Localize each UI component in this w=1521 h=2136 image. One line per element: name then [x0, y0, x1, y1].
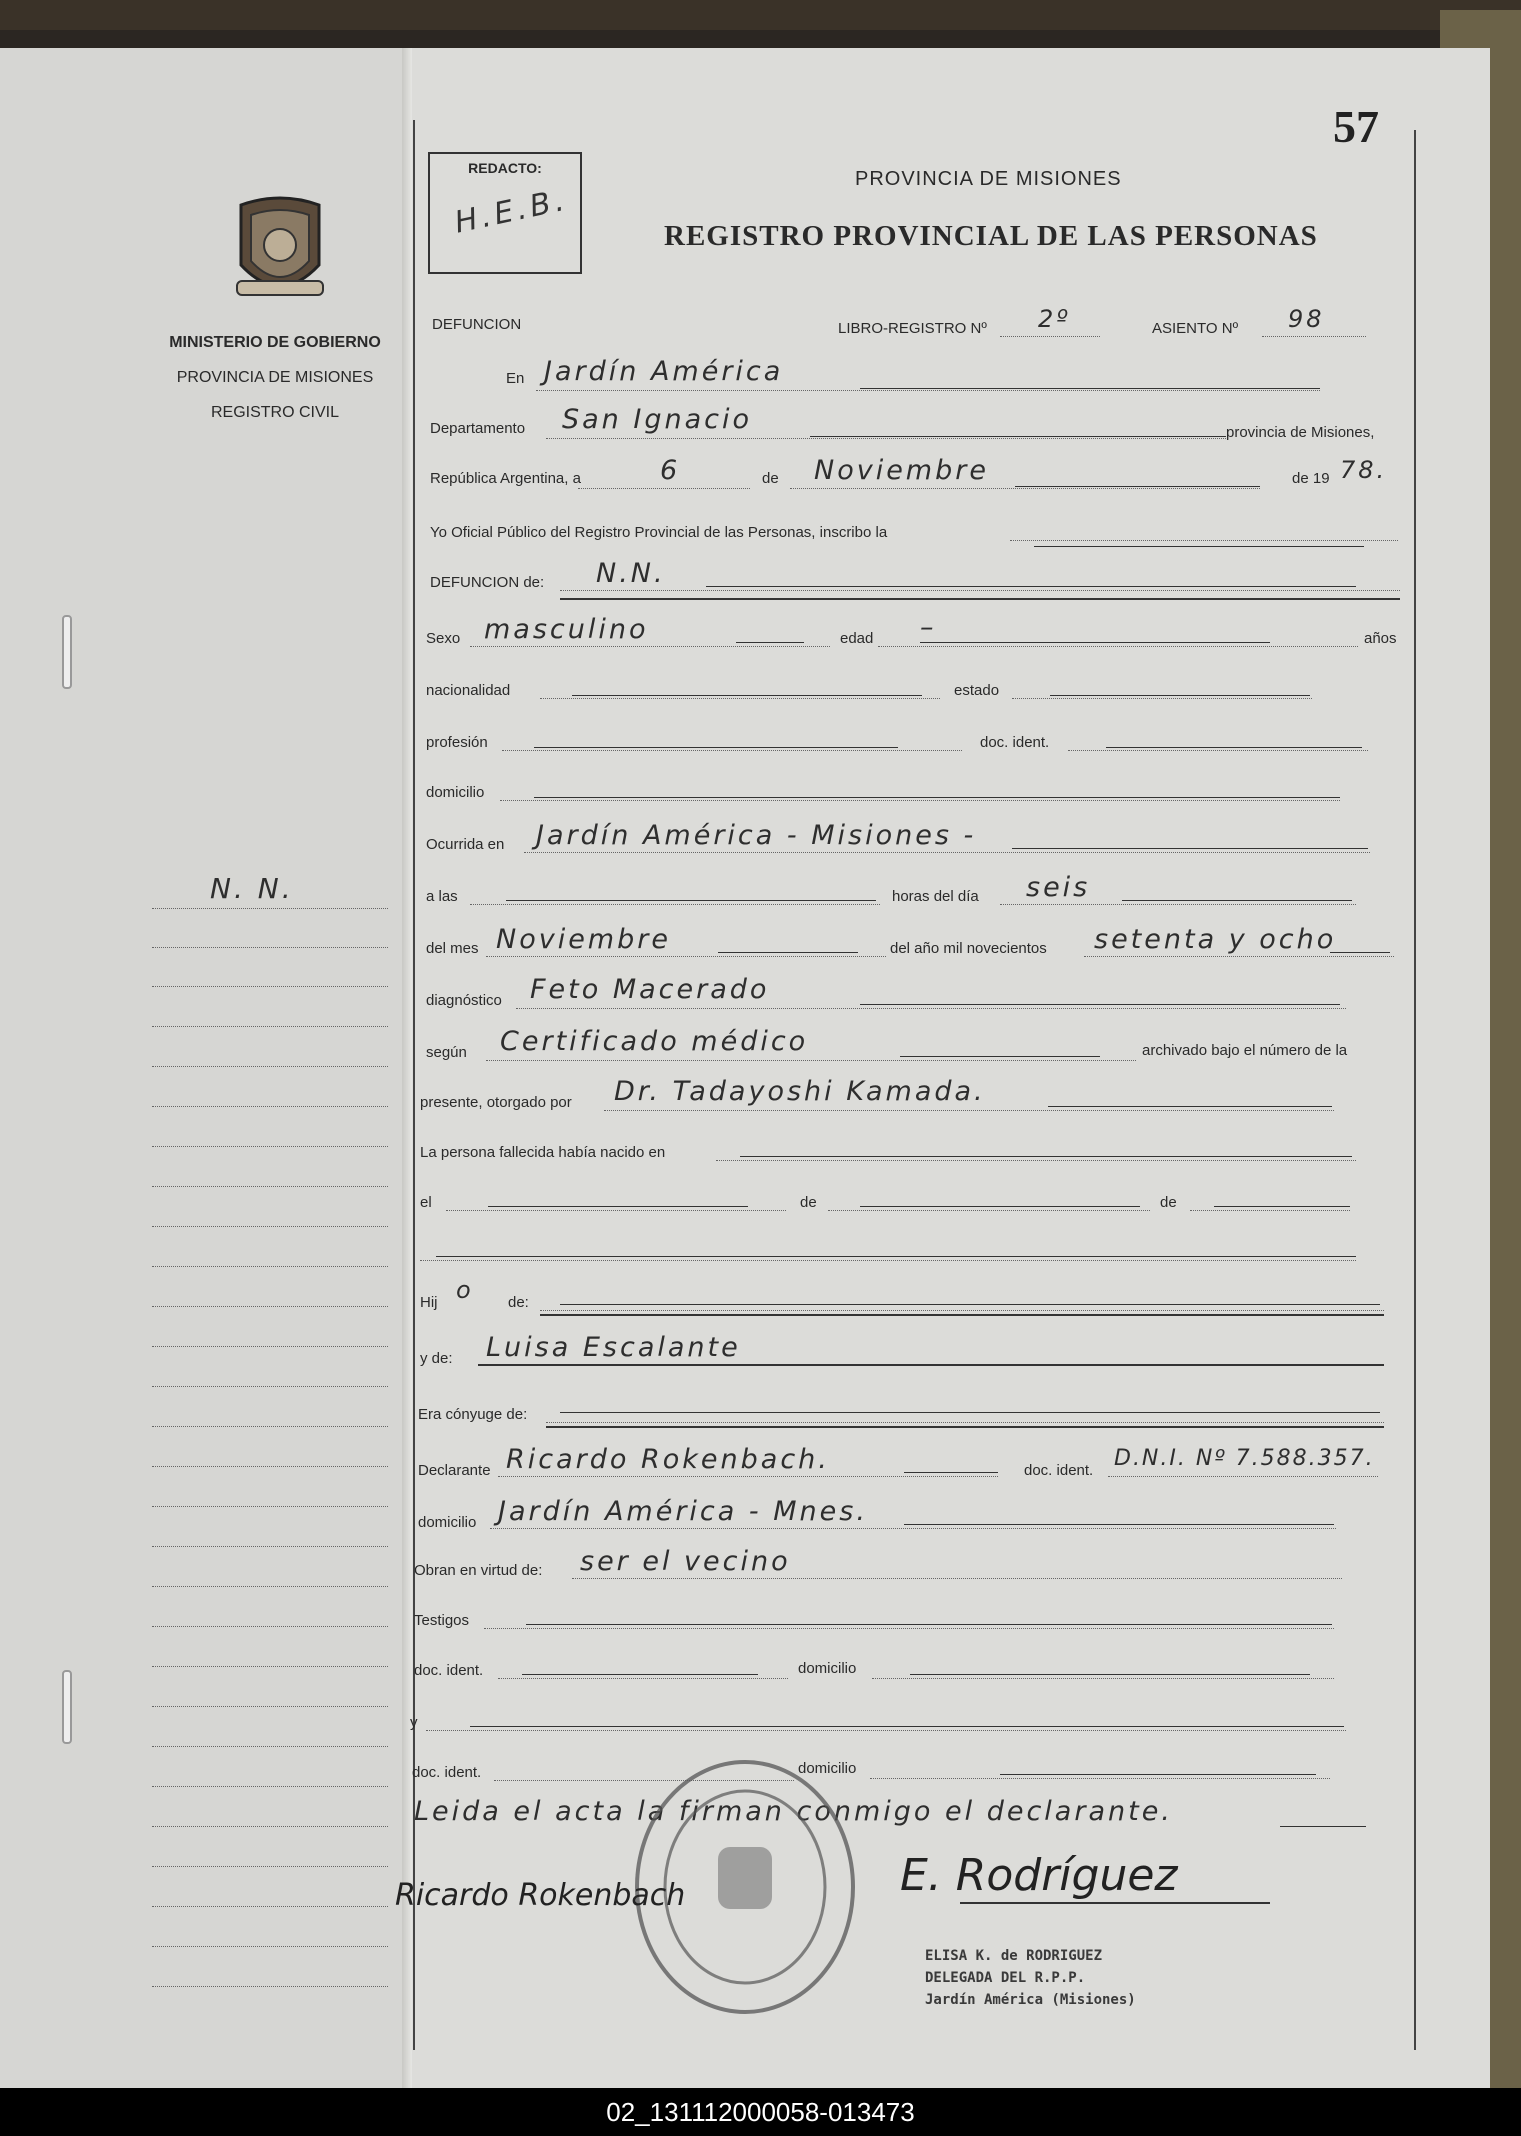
asiento-label: ASIENTO Nº — [1152, 320, 1239, 337]
margin-line — [152, 1866, 388, 1867]
margin-line — [152, 1626, 388, 1627]
margin-line — [152, 1306, 388, 1307]
leida-text: Leida el acta la firman conmigo el declarante. — [414, 1796, 1173, 1827]
declarante-doc-line — [1108, 1476, 1378, 1477]
de1-line — [828, 1210, 1150, 1211]
header-province: PROVINCIA DE MISIONES — [855, 168, 1122, 190]
nacionalidad-fill-line — [572, 695, 922, 696]
margin-line — [152, 1386, 388, 1387]
margin-line — [152, 1426, 388, 1427]
defuncion-de-line — [560, 590, 1400, 591]
hijo-value: o — [456, 1276, 474, 1304]
margin-line — [152, 1546, 388, 1547]
segun-line — [486, 1060, 1136, 1061]
en-fill-line — [860, 388, 1320, 389]
el-label: el — [420, 1194, 432, 1211]
mes-fill-line — [1015, 486, 1260, 487]
hijo-de-label: de: — [508, 1294, 529, 1311]
ocurrida-value: Jardín América - Misiones - — [536, 820, 977, 851]
official-signature-text: E. Rodríguez — [900, 1850, 1178, 1901]
margin-line — [152, 1586, 388, 1587]
ocurrida-line — [524, 852, 1370, 853]
margin-line — [152, 1706, 388, 1707]
official-name: ELISA K. de RODRIGUEZ — [925, 1948, 1103, 1964]
edad-label: edad — [840, 630, 874, 647]
defuncion-de-underline — [560, 598, 1400, 600]
binding-stitch — [62, 615, 72, 689]
anios-label: años — [1364, 630, 1397, 647]
edad-fill-line — [920, 642, 1270, 643]
redacto-label: REDACTO: — [468, 160, 542, 176]
diagnostico-label: diagnóstico — [426, 992, 502, 1009]
mes-value: Noviembre — [814, 455, 989, 486]
official-signature — [900, 1850, 1178, 1901]
domicilio-label: domicilio — [426, 784, 485, 801]
defuncion-de-value: N.N. — [596, 558, 666, 589]
departamento-fill-line — [810, 436, 1226, 437]
declarante-line — [498, 1476, 998, 1477]
y-de-label: y de: — [420, 1350, 453, 1367]
testigos-label: Testigos — [414, 1612, 470, 1629]
a-las-fill-line — [506, 900, 876, 901]
nacido-fill-line — [740, 1156, 1352, 1157]
el-fill-line — [488, 1206, 748, 1207]
asiento-line — [1262, 336, 1366, 337]
declarante-value: Ricardo Rokenbach. — [506, 1444, 830, 1475]
el-line — [446, 1210, 786, 1211]
de2-label: de — [1160, 1194, 1177, 1211]
testigos-fill-line — [526, 1624, 1332, 1625]
sexo-label: Sexo — [426, 630, 461, 647]
nacionalidad-line — [540, 698, 940, 699]
conyuge-label: Era cónyuge de: — [418, 1406, 528, 1423]
profesion-line — [502, 750, 962, 751]
horas-line — [1000, 904, 1356, 905]
diagnostico-value: Feto Macerado — [530, 974, 770, 1005]
margin-line — [152, 1746, 388, 1747]
departamento-label: Departamento — [430, 420, 526, 437]
del-mes-fill-line — [718, 952, 858, 953]
binding-stitch — [62, 1670, 72, 1744]
obran-value: ser el vecino — [580, 1546, 791, 1577]
segun-fill-line — [900, 1056, 1100, 1057]
anio-label: de 19 — [1292, 470, 1330, 487]
testigo-doc-label: doc. ident. — [414, 1662, 484, 1679]
dom2-line — [490, 1528, 1336, 1529]
testigo-dom-label: domicilio — [798, 1660, 857, 1677]
diagnostico-fill-line — [860, 1004, 1340, 1005]
image-caption: 02_131112000058-013473 — [0, 2088, 1521, 2136]
doc-ident-line — [1068, 750, 1368, 751]
a-las-label: a las — [426, 888, 458, 905]
y-fill-line — [470, 1726, 1344, 1727]
book-spine — [402, 48, 412, 2088]
leida-fill-line — [1280, 1826, 1366, 1827]
libro-value: 2º — [1038, 305, 1071, 333]
a-las-line — [470, 904, 880, 905]
del-mes-label: del mes — [426, 940, 479, 957]
anio-mil-fill-line — [1330, 952, 1390, 953]
margin-note: N. N. — [210, 872, 294, 905]
ministry-line3: REGISTRO CIVIL — [210, 404, 340, 421]
horas-label: horas del día — [892, 888, 979, 905]
redacto-box — [428, 152, 582, 274]
hijo-label: Hij — [420, 1294, 438, 1311]
de2-line — [1190, 1210, 1350, 1211]
estado-label: estado — [954, 682, 1000, 699]
defuncion-de-fill-line — [706, 586, 1356, 587]
margin-line — [152, 1506, 388, 1507]
blank-fill-line — [436, 1256, 1356, 1257]
presente-value: Dr. Tadayoshi Kamada. — [614, 1076, 986, 1107]
page-number: 57 — [1333, 101, 1379, 152]
libro-line — [1000, 336, 1100, 337]
ministry-block — [150, 325, 400, 430]
ministry-line2: PROVINCIA DE MISIONES — [176, 369, 374, 386]
declarante-doc-label: doc. ident. — [1024, 1462, 1094, 1479]
departamento-line — [546, 438, 1226, 439]
del-mes-value: Noviembre — [496, 924, 671, 955]
margin-line — [152, 1906, 388, 1907]
y-label: y — [410, 1714, 418, 1731]
nacido-label: La persona fallecida había nacido en — [420, 1144, 666, 1161]
y-de-value: Luisa Escalante — [486, 1332, 741, 1363]
profesion-fill-line — [534, 747, 898, 748]
declarante-signature-text: Ricardo Rokenbach — [395, 1878, 686, 1913]
margin-line — [152, 947, 388, 948]
oficial-text: Yo Oficial Público del Registro Provincial de las Personas, inscribo la — [430, 524, 888, 541]
obran-line — [572, 1578, 1342, 1579]
declarante-doc-value: D.N.I. Nº 7.588.357. — [1114, 1446, 1375, 1471]
testigo2-doc-label: doc. ident. — [412, 1764, 482, 1781]
margin-line — [152, 1466, 388, 1467]
domicilio-fill-line — [534, 797, 1340, 798]
testigo-dom-line — [872, 1678, 1334, 1679]
republica-label: República Argentina, a — [430, 470, 581, 487]
testigo-doc-fill-line — [522, 1674, 758, 1675]
anio-mil-value: setenta y ocho — [1094, 924, 1337, 955]
domicilio-line — [500, 800, 1340, 801]
dom2-value: Jardín América - Mnes. — [498, 1496, 868, 1527]
record-type-label: DEFUNCION — [432, 316, 522, 333]
margin-line — [152, 1946, 388, 1947]
en-label: En — [506, 370, 525, 387]
de-label: de — [762, 470, 779, 487]
testigo2-dom-fill-line — [1000, 1774, 1316, 1775]
horas-fill-line — [1122, 900, 1352, 901]
defuncion-de-label: DEFUNCION de: — [430, 574, 545, 591]
margin-line — [152, 1266, 388, 1267]
edad-value: – — [920, 612, 937, 643]
form-frame-left — [413, 120, 415, 2050]
ministry-line1: MINISTERIO DE GOBIERNO — [169, 334, 381, 351]
estado-fill-line — [1050, 695, 1310, 696]
presente-line — [604, 1110, 1334, 1111]
ocurrida-label: Ocurrida en — [426, 836, 505, 853]
testigo-dom-fill-line — [910, 1674, 1310, 1675]
estado-line — [1012, 698, 1312, 699]
conyuge-underline — [546, 1426, 1384, 1428]
asiento-value: 98 — [1288, 305, 1325, 333]
testigo-doc-line — [498, 1678, 788, 1679]
conyuge-line — [546, 1422, 1384, 1423]
margin-line — [152, 1226, 388, 1227]
testigos-line — [484, 1628, 1334, 1629]
declarante-label: Declarante — [418, 1462, 491, 1479]
archivado-label: archivado bajo el número de la — [1142, 1042, 1348, 1059]
margin-line — [152, 1026, 388, 1027]
background-top — [0, 0, 1521, 30]
dom2-label: domicilio — [418, 1514, 477, 1531]
sexo-fill-line — [736, 642, 804, 643]
provincia-suffix: provincia de Misiones, — [1226, 424, 1375, 441]
anio-value: 78. — [1340, 456, 1388, 484]
margin-line — [152, 1346, 388, 1347]
hijo-de-line — [540, 1310, 1384, 1311]
hijo-de-fill-line — [560, 1304, 1380, 1305]
anio-mil-label: del año mil novecientos — [890, 940, 1047, 957]
blank-line — [420, 1260, 1356, 1261]
margin-line — [152, 1186, 388, 1187]
obran-label: Obran en virtud de: — [414, 1562, 543, 1579]
official-title: DELEGADA DEL R.P.P. — [925, 1970, 1086, 1986]
sexo-value: masculino — [484, 614, 649, 645]
margin-line — [152, 1826, 388, 1827]
nacido-line — [716, 1160, 1356, 1161]
margin-line — [152, 986, 388, 987]
official-place: Jardín América (Misiones) — [925, 1992, 1136, 2008]
y-de-underline — [478, 1364, 1384, 1366]
margin-line — [152, 1146, 388, 1147]
margin-line — [152, 1986, 388, 1987]
edad-line — [878, 646, 1358, 647]
ocurrida-fill-line — [1012, 848, 1368, 849]
testigo2-dom-label: domicilio — [798, 1760, 857, 1777]
margin-line — [152, 1106, 388, 1107]
hijo-de-underline — [540, 1314, 1384, 1316]
y-line — [426, 1730, 1346, 1731]
margin-line — [152, 1666, 388, 1667]
horas-value: seis — [1026, 872, 1091, 903]
sexo-line — [470, 646, 830, 647]
de2-fill-line — [1214, 1206, 1350, 1207]
ministry-seal-icon — [233, 195, 327, 303]
redacto-initials: H.E.B. — [451, 182, 572, 241]
official-signature-line — [960, 1902, 1270, 1904]
margin-line — [152, 908, 388, 909]
doc-ident-fill-line — [1106, 747, 1362, 748]
en-line — [536, 390, 1320, 391]
testigo2-dom-line — [870, 1778, 1330, 1779]
doc-ident-label: doc. ident. — [980, 734, 1050, 751]
de1-fill-line — [860, 1206, 1140, 1207]
header-registry: REGISTRO PROVINCIAL DE LAS PERSONAS — [664, 220, 1318, 252]
margin-line — [152, 1786, 388, 1787]
dom2-fill-line — [904, 1524, 1334, 1525]
profesion-label: profesión — [426, 734, 488, 751]
oficial-line — [1010, 540, 1398, 541]
anio-mil-line — [1084, 956, 1394, 957]
segun-label: según — [426, 1044, 467, 1061]
mes-line — [790, 488, 1260, 489]
diagnostico-line — [516, 1008, 1346, 1009]
declarante-fill-line — [904, 1472, 998, 1473]
margin-line — [152, 1066, 388, 1067]
del-mes-line — [486, 956, 886, 957]
conyuge-fill-line — [560, 1412, 1380, 1413]
de1-label: de — [800, 1194, 817, 1211]
presente-label: presente, otorgado por — [420, 1094, 572, 1111]
dia-value: 6 — [660, 455, 681, 486]
presente-fill-line — [1048, 1106, 1332, 1107]
dia-line — [578, 488, 750, 489]
oficial-fill-line — [1034, 546, 1364, 547]
form-frame-right — [1414, 130, 1416, 2050]
nacionalidad-label: nacionalidad — [426, 682, 511, 699]
departamento-value: San Ignacio — [562, 404, 753, 435]
segun-value: Certificado médico — [500, 1026, 809, 1057]
libro-label: LIBRO-REGISTRO Nº — [838, 320, 987, 337]
declarante-signature — [395, 1878, 685, 1913]
en-value: Jardín América — [544, 356, 784, 387]
